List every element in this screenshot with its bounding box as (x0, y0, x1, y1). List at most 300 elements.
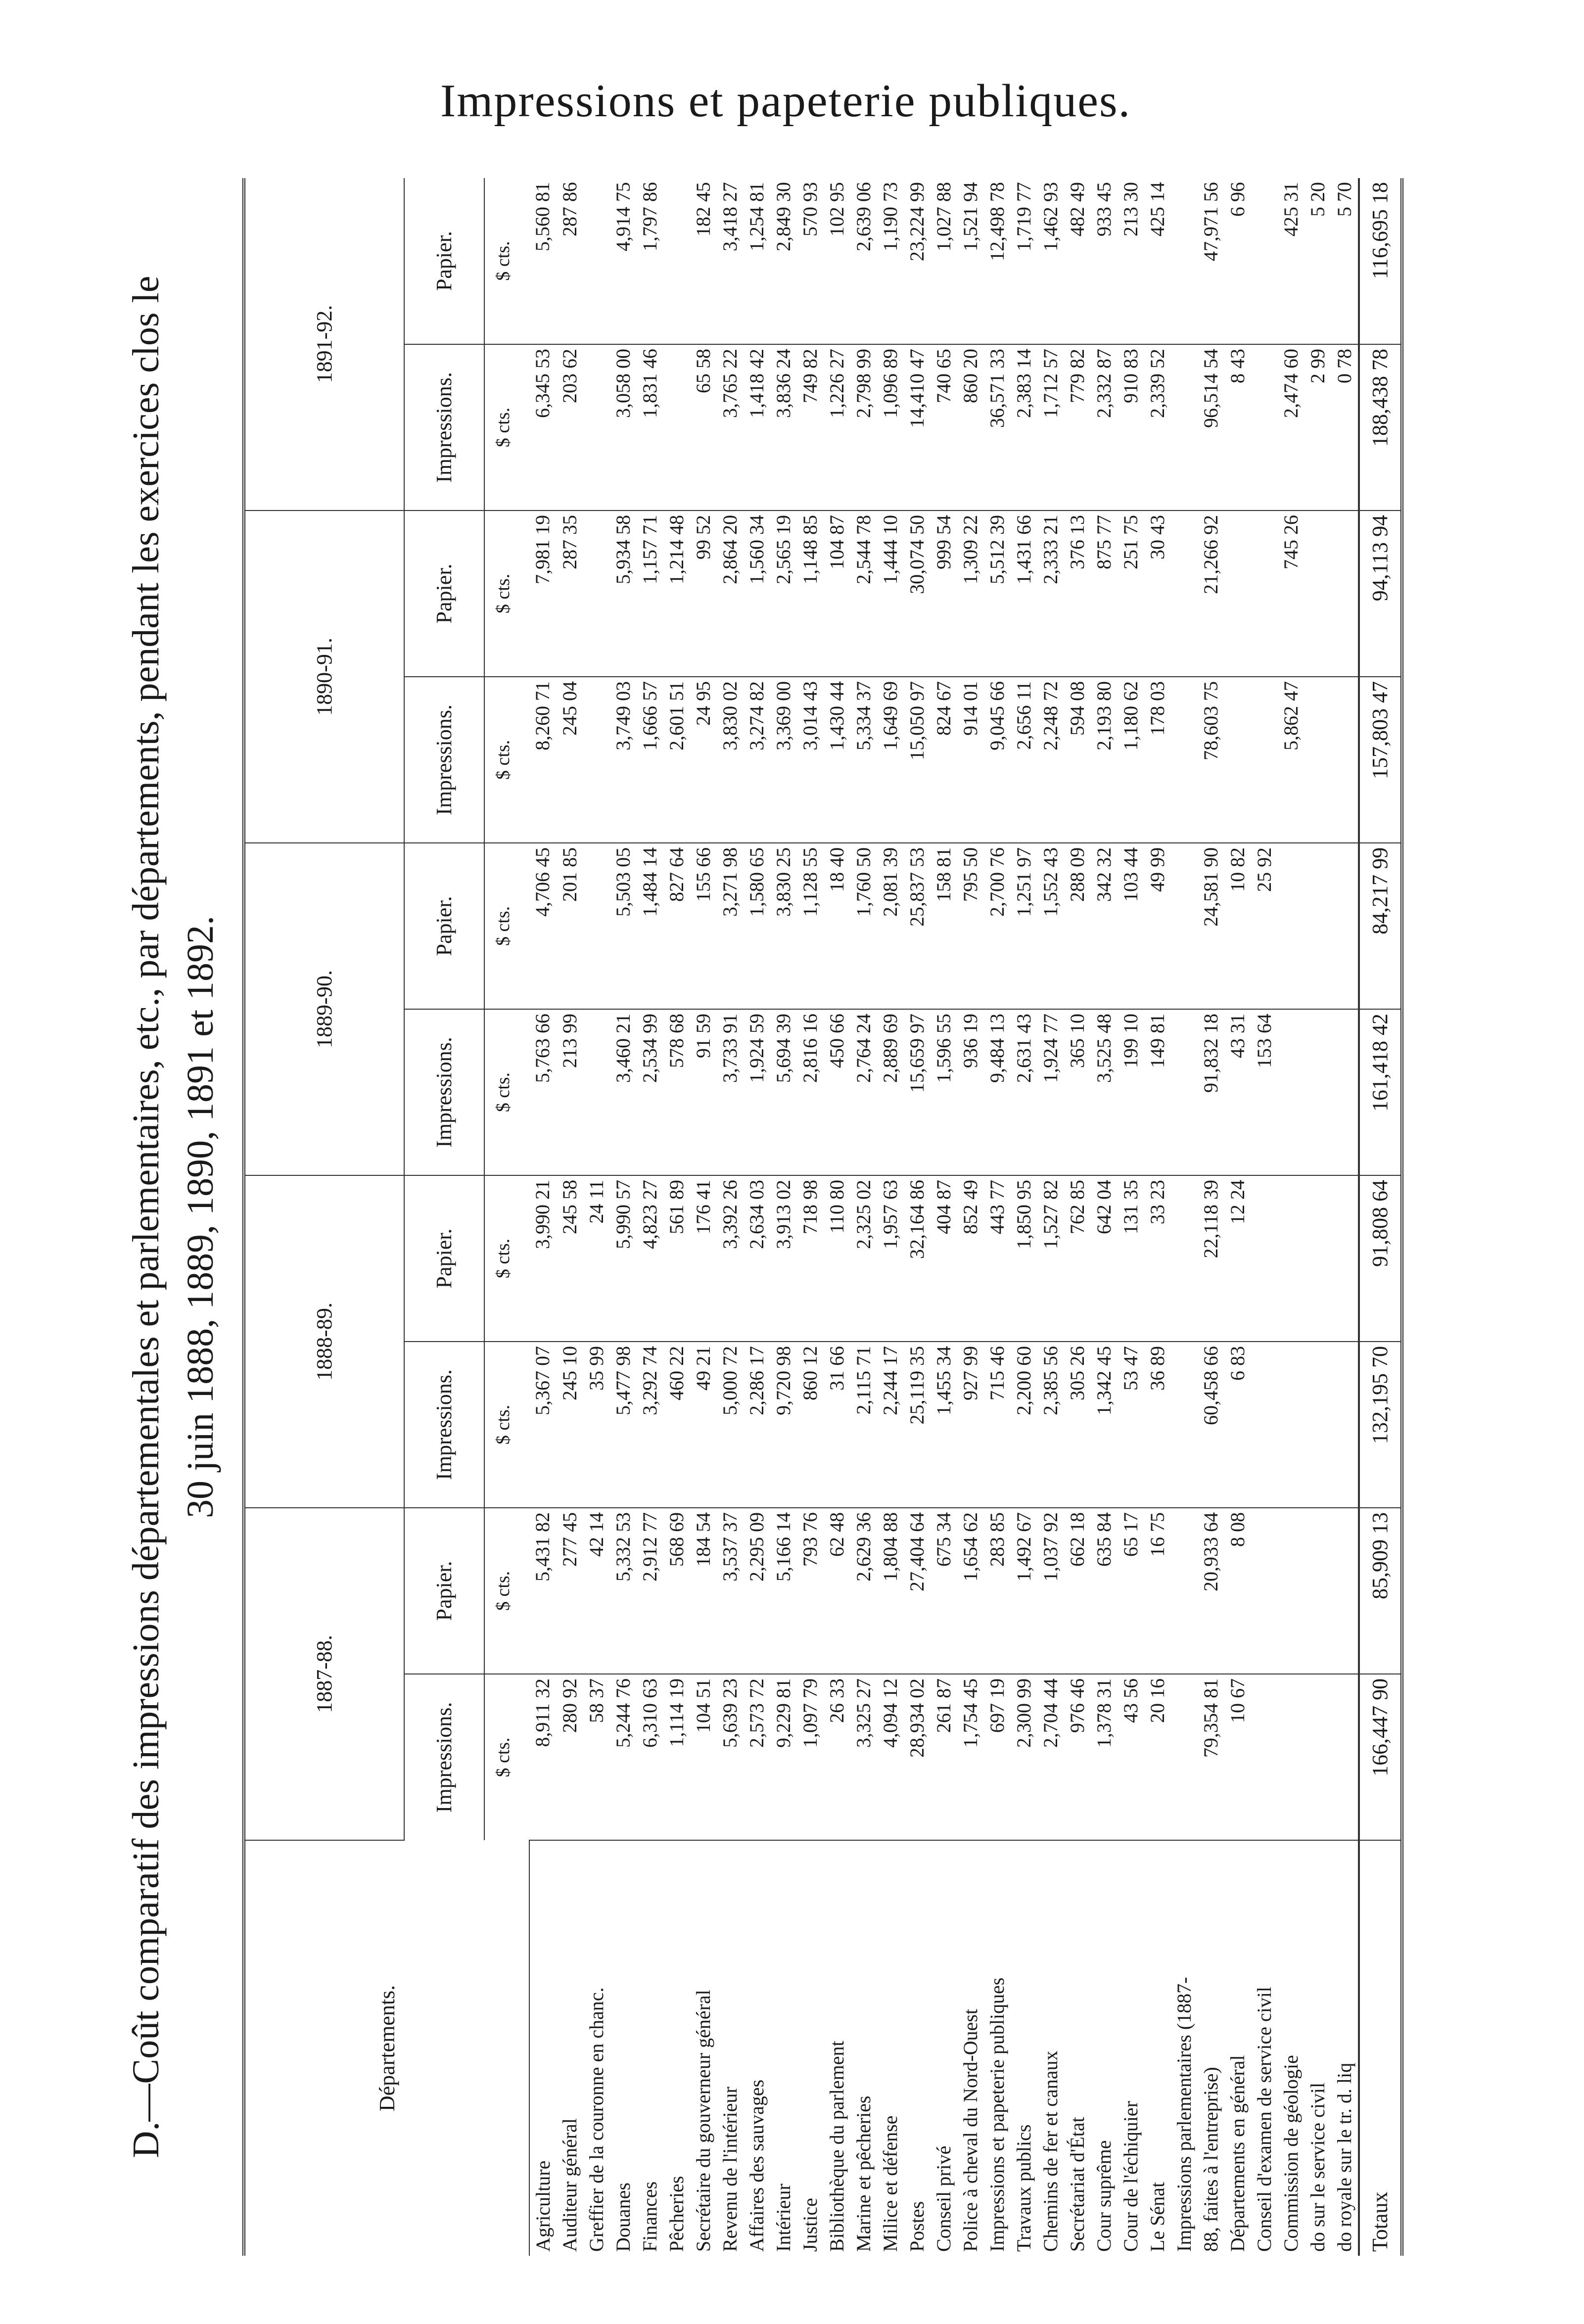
papier-cell (1331, 511, 1359, 677)
impressions-cell: 2,200 60 (1011, 1342, 1037, 1508)
papier-cell: 1,797 86 (637, 178, 663, 344)
total-cell: 188,438 78 (1359, 344, 1402, 511)
papier-cell: 176 41 (690, 1175, 717, 1342)
impressions-cell: 910 83 (1118, 344, 1144, 511)
papier-cell: 376 13 (1064, 511, 1091, 677)
papier-cell: 42 14 (583, 1508, 610, 1674)
impressions-cell: 936 19 (957, 1009, 984, 1175)
papier-cell: 3,830 25 (770, 843, 797, 1009)
table-row (583, 178, 610, 2256)
table-row (1091, 178, 1118, 2256)
papier-cell: 103 44 (1118, 843, 1144, 1009)
table-row (717, 178, 744, 2256)
papier-cell: 49 99 (1144, 843, 1171, 1009)
papier-cell: 2,565 19 (770, 511, 797, 677)
department-name: Conseil privé (932, 2145, 955, 2252)
papier-cell: 443 77 (984, 1175, 1011, 1342)
impressions-header: Impressions. (404, 344, 484, 511)
papier-cell: 288 09 (1064, 843, 1091, 1009)
impressions-cell: 1,924 59 (744, 1009, 770, 1175)
unit-label: $ cts. (484, 1508, 529, 1674)
impressions-cell: 2,601 51 (663, 677, 690, 843)
papier-cell: 12,498 78 (984, 178, 1011, 344)
department-name: Greffier de la couronne en chanc. (585, 1987, 607, 2252)
impressions-cell: 91 59 (690, 1009, 717, 1175)
impressions-cell: 261 87 (931, 1674, 957, 1840)
papier-cell: 2,544 78 (850, 511, 877, 677)
papier-cell: 104 87 (824, 511, 850, 677)
department-name: Le Sénat (1146, 2182, 1168, 2252)
papier-cell: 6 96 (1224, 178, 1251, 344)
total-cell: 132,195 70 (1359, 1342, 1402, 1508)
papier-cell: 25 92 (1251, 843, 1278, 1009)
papier-cell (1171, 1508, 1198, 1674)
impressions-cell: 1,831 46 (637, 344, 663, 511)
impressions-cell: 3,830 02 (717, 677, 744, 843)
impressions-cell (1251, 677, 1278, 843)
papier-cell: 20,933 64 (1198, 1508, 1224, 1674)
impressions-cell: 2,332 87 (1091, 344, 1118, 511)
impressions-cell: 5,367 07 (529, 1342, 557, 1508)
impressions-cell: 245 04 (557, 677, 583, 843)
impressions-cell: 3,369 00 (770, 677, 797, 843)
impressions-cell: 15,050 97 (904, 677, 931, 843)
table-row (1064, 178, 1091, 2256)
impressions-header: Impressions. (404, 1342, 484, 1508)
impressions-cell: 25,119 35 (904, 1342, 931, 1508)
papier-cell (1251, 178, 1278, 344)
impressions-cell (1224, 677, 1251, 843)
papier-cell: 2,912 77 (637, 1508, 663, 1674)
unit-label: $ cts. (484, 344, 529, 511)
papier-cell (663, 178, 690, 344)
impressions-cell: 91,832 18 (1198, 1009, 1224, 1175)
impressions-cell (583, 344, 610, 511)
papier-cell: 30 43 (1144, 511, 1171, 677)
impressions-cell: 36,571 33 (984, 344, 1011, 511)
table-body (529, 178, 1359, 2256)
department-name: Bibliothèque du parlement (826, 2041, 848, 2252)
impressions-cell (1304, 1674, 1331, 1840)
department-name: Milice et défense (879, 2115, 901, 2252)
department-name: Marine et pêcheries (852, 2095, 875, 2252)
impressions-cell: 2,385 56 (1037, 1342, 1064, 1508)
impressions-cell: 305 26 (1064, 1342, 1091, 1508)
department-name: do royale sur le tr. d. liq (1333, 2062, 1355, 2252)
papier-cell: 827 64 (663, 843, 690, 1009)
papier-cell (1331, 1508, 1359, 1674)
impressions-cell: 1,096 89 (877, 344, 904, 511)
papier-cell: 4,706 45 (529, 843, 557, 1009)
papier-cell: 793 76 (797, 1508, 824, 1674)
impressions-cell: 203 62 (557, 344, 583, 511)
papier-cell (1278, 843, 1304, 1009)
papier-cell: 1,190 73 (877, 178, 904, 344)
papier-cell: 5,166 14 (770, 1508, 797, 1674)
papier-cell: 2,864 20 (717, 511, 744, 677)
papier-cell: 875 77 (1091, 511, 1118, 677)
year-header: 1887-88. (244, 1508, 404, 1840)
impressions-cell: 1,114 19 (663, 1674, 690, 1840)
papier-header: Papier. (404, 178, 484, 344)
impressions-cell: 9,720 98 (770, 1342, 797, 1508)
document-title-line-1: D.—Coût comparatif des impressions départementales et parlementaires, etc., par départements, pendant les exercices clos le (125, 276, 167, 2158)
total-cell: 157,803 47 (1359, 677, 1402, 843)
department-name: Postes (906, 2201, 928, 2252)
impressions-cell: 2,889 69 (877, 1009, 904, 1175)
impressions-cell (1331, 1009, 1359, 1175)
papier-cell: 1,309 22 (957, 511, 984, 677)
impressions-cell: 460 22 (663, 1342, 690, 1508)
department-name: Secrétariat d'État (1066, 2117, 1088, 2252)
department-name: Cour de l'échiquier (1119, 2101, 1142, 2252)
department-name: Travaux publics (1013, 2124, 1035, 2252)
papier-cell: 24 11 (583, 1175, 610, 1342)
impressions-cell: 0 78 (1331, 344, 1359, 511)
impressions-cell (1171, 1342, 1198, 1508)
table-row (850, 178, 877, 2256)
impressions-cell: 79,354 81 (1198, 1674, 1224, 1840)
impressions-cell: 31 66 (824, 1342, 850, 1508)
impressions-cell: 3,749 03 (610, 677, 637, 843)
impressions-cell: 1,596 55 (931, 1009, 957, 1175)
papier-cell: 2,295 09 (744, 1508, 770, 1674)
impressions-cell: 78,603 75 (1198, 677, 1224, 843)
unit-label: $ cts. (484, 843, 529, 1009)
impressions-cell: 213 99 (557, 1009, 583, 1175)
papier-cell (1331, 843, 1359, 1009)
impressions-cell: 3,836 24 (770, 344, 797, 511)
impressions-cell: 740 65 (931, 344, 957, 511)
rotated-table-block (119, 178, 1464, 2256)
papier-cell: 2,333 21 (1037, 511, 1064, 677)
papier-cell: 1,850 95 (1011, 1175, 1037, 1342)
impressions-cell: 3,325 27 (850, 1674, 877, 1840)
impressions-cell: 2,573 72 (744, 1674, 770, 1840)
table-row (1198, 178, 1224, 2256)
papier-cell: 1,251 97 (1011, 843, 1037, 1009)
papier-cell: 47,971 56 (1198, 178, 1224, 344)
departements-header: Départements. (244, 1840, 529, 2256)
impressions-cell: 2,286 17 (744, 1342, 770, 1508)
table-row (1224, 178, 1251, 2256)
impressions-cell: 2,656 11 (1011, 677, 1037, 843)
impressions-cell: 104 51 (690, 1674, 717, 1840)
papier-cell: 2,629 36 (850, 1508, 877, 1674)
impressions-cell: 24 95 (690, 677, 717, 843)
papier-cell: 5,990 57 (610, 1175, 637, 1342)
department-name: Impressions parlementaires (1887- (1173, 1977, 1195, 2252)
impressions-cell: 9,045 66 (984, 677, 1011, 843)
table-row (904, 178, 931, 2256)
impressions-cell: 1,342 45 (1091, 1342, 1118, 1508)
department-name: Justice (799, 2198, 821, 2252)
impressions-cell: 43 31 (1224, 1009, 1251, 1175)
papier-cell: 16 75 (1144, 1508, 1171, 1674)
papier-cell: 2,849 30 (770, 178, 797, 344)
papier-cell: 568 69 (663, 1508, 690, 1674)
impressions-cell: 715 46 (984, 1342, 1011, 1508)
impressions-cell: 749 82 (797, 344, 824, 511)
papier-cell: 1,580 65 (744, 843, 770, 1009)
department-name: Secrétaire du gouverneur général (692, 1990, 714, 2252)
unit-label: $ cts. (493, 1737, 513, 1777)
impressions-cell: 5,763 66 (529, 1009, 557, 1175)
total-cell: 85,909 13 (1359, 1508, 1402, 1674)
totals-label: Totaux (1359, 1840, 1402, 2256)
papier-cell: 213 30 (1118, 178, 1144, 344)
impressions-cell: 1,924 77 (1037, 1009, 1064, 1175)
papier-cell: 999 54 (931, 511, 957, 677)
papier-cell: 1,254 81 (744, 178, 770, 344)
papier-cell (583, 511, 610, 677)
impressions-cell: 1,430 44 (824, 677, 850, 843)
table-row (931, 178, 957, 2256)
papier-cell: 287 86 (557, 178, 583, 344)
impressions-cell: 245 10 (557, 1342, 583, 1508)
papier-cell: 762 85 (1064, 1175, 1091, 1342)
department-name: Agriculture (532, 2160, 554, 2252)
papier-cell: 3,913 02 (770, 1175, 797, 1342)
table-row (1331, 178, 1359, 2256)
table-row (529, 178, 557, 2256)
impressions-header: Impressions. (404, 1009, 484, 1175)
impressions-cell: 2,115 71 (850, 1342, 877, 1508)
papier-cell (583, 178, 610, 344)
table-row (557, 178, 583, 2256)
total-cell: 84,217 99 (1359, 843, 1402, 1009)
impressions-cell: 15,659 97 (904, 1009, 931, 1175)
table-row (770, 178, 797, 2256)
impressions-cell: 280 92 (557, 1674, 583, 1840)
impressions-cell: 927 99 (957, 1342, 984, 1508)
papier-cell: 5,431 82 (529, 1508, 557, 1674)
papier-cell: 1,957 63 (877, 1175, 904, 1342)
impressions-cell: 5,639 23 (717, 1674, 744, 1840)
impressions-cell: 35 99 (583, 1342, 610, 1508)
papier-cell: 662 18 (1064, 1508, 1091, 1674)
papier-cell: 1,719 77 (1011, 178, 1037, 344)
impressions-cell: 10 67 (1224, 1674, 1251, 1840)
papier-cell: 62 48 (824, 1508, 850, 1674)
impressions-cell: 6 83 (1224, 1342, 1251, 1508)
impressions-cell: 5,000 72 (717, 1342, 744, 1508)
papier-cell: 32,164 86 (904, 1175, 931, 1342)
impressions-cell: 2,339 52 (1144, 344, 1171, 511)
impressions-cell (1251, 1342, 1278, 1508)
papier-cell: 8 08 (1224, 1508, 1251, 1674)
table-row (797, 178, 824, 2256)
papier-cell: 5,332 53 (610, 1508, 637, 1674)
impressions-cell: 1,180 62 (1118, 677, 1144, 843)
papier-cell: 1,148 85 (797, 511, 824, 677)
impressions-header: Impressions. (404, 1674, 484, 1840)
papier-cell: 99 52 (690, 511, 717, 677)
papier-cell: 131 35 (1118, 1175, 1144, 1342)
impressions-cell (1331, 1674, 1359, 1840)
papier-cell (1171, 178, 1198, 344)
papier-cell (1251, 1175, 1278, 1342)
department-name: Commission de géologie (1280, 2055, 1302, 2252)
impressions-cell (1278, 1342, 1304, 1508)
document-title (119, 178, 228, 2256)
papier-cell: 24,581 90 (1198, 843, 1224, 1009)
impressions-cell: 3,058 00 (610, 344, 637, 511)
impressions-cell (1251, 1674, 1278, 1840)
unit-label: $ cts. (484, 1009, 529, 1175)
papier-cell: 1,654 62 (957, 1508, 984, 1674)
impressions-cell: 5,862 47 (1278, 677, 1304, 843)
papier-cell: 3,418 27 (717, 178, 744, 344)
table-row (984, 178, 1011, 2256)
table-row (663, 178, 690, 2256)
papier-cell: 1,492 67 (1011, 1508, 1037, 1674)
impressions-cell (1304, 677, 1331, 843)
department-name: Douanes (612, 2183, 634, 2252)
papier-cell: 745 26 (1278, 511, 1304, 677)
impressions-cell: 58 37 (583, 1674, 610, 1840)
impressions-cell: 860 12 (797, 1342, 824, 1508)
papier-cell: 1,462 93 (1037, 178, 1064, 344)
impressions-cell (583, 677, 610, 843)
document-title-line-2: 30 juin 1888, 1889, 1890, 1891 et 1892. (180, 915, 221, 1519)
papier-header: Papier. (404, 843, 484, 1009)
papier-cell: 5 70 (1331, 178, 1359, 344)
impressions-cell: 1,455 34 (931, 1342, 957, 1508)
impressions-cell (1278, 1674, 1304, 1840)
papier-cell: 1,560 34 (744, 511, 770, 677)
papier-cell: 158 81 (931, 843, 957, 1009)
department-name: Conseil d'examen de service civil (1253, 1987, 1275, 2252)
papier-cell: 2,081 39 (877, 843, 904, 1009)
impressions-cell (1171, 344, 1198, 511)
department-name: do sur le service civil (1306, 2082, 1329, 2252)
impressions-cell: 2 99 (1304, 344, 1331, 511)
impressions-cell: 578 68 (663, 1009, 690, 1175)
impressions-cell: 3,292 74 (637, 1342, 663, 1508)
papier-cell: 245 58 (557, 1175, 583, 1342)
unit-label: $ cts. (484, 1175, 529, 1342)
department-name: Cour suprême (1093, 2140, 1115, 2252)
impressions-cell: 8,911 32 (529, 1674, 557, 1840)
impressions-cell: 9,229 81 (770, 1674, 797, 1840)
year-header: 1891-92. (244, 178, 404, 511)
table-row (1118, 178, 1144, 2256)
papier-cell (1251, 1508, 1278, 1674)
impressions-cell: 2,816 16 (797, 1009, 824, 1175)
impressions-cell: 914 01 (957, 677, 984, 843)
unit-label: $ cts. (484, 1342, 529, 1508)
impressions-cell: 6,345 53 (529, 344, 557, 511)
total-cell: 116,695 18 (1359, 178, 1402, 344)
year-header: 1890-91. (244, 511, 404, 843)
impressions-cell: 26 33 (824, 1674, 850, 1840)
impressions-cell: 365 10 (1064, 1009, 1091, 1175)
year-header: 1889-90. (244, 843, 404, 1175)
papier-cell: 635 84 (1091, 1508, 1118, 1674)
department-name: Départements en général (1226, 2055, 1249, 2252)
unit-label: $ cts. (484, 677, 529, 843)
papier-cell: 5,560 81 (529, 178, 557, 344)
papier-cell: 1,128 55 (797, 843, 824, 1009)
papier-cell: 21,266 92 (1198, 511, 1224, 677)
papier-cell: 933 45 (1091, 178, 1118, 344)
table-row (1011, 178, 1037, 2256)
impressions-cell: 1,378 31 (1091, 1674, 1118, 1840)
impressions-cell (1251, 344, 1278, 511)
papier-cell: 852 49 (957, 1175, 984, 1342)
papier-cell (583, 843, 610, 1009)
papier-cell: 5,512 39 (984, 511, 1011, 677)
table-row (1144, 178, 1171, 2256)
papier-cell: 1,027 88 (931, 178, 957, 344)
papier-cell (1278, 1508, 1304, 1674)
impressions-cell: 60,458 66 (1198, 1342, 1224, 1508)
table-row (1251, 178, 1278, 2256)
impressions-cell: 53 47 (1118, 1342, 1144, 1508)
impressions-cell: 96,514 54 (1198, 344, 1224, 511)
impressions-cell: 8 43 (1224, 344, 1251, 511)
impressions-cell: 697 19 (984, 1674, 1011, 1840)
department-name: Chemins de fer et canaux (1039, 2050, 1062, 2252)
table-row (877, 178, 904, 2256)
impressions-cell: 9,484 13 (984, 1009, 1011, 1175)
impressions-cell: 3,460 21 (610, 1009, 637, 1175)
impressions-cell: 8,260 71 (529, 677, 557, 843)
papier-cell: 675 34 (931, 1508, 957, 1674)
impressions-cell: 3,733 91 (717, 1009, 744, 1175)
papier-cell: 561 89 (663, 1175, 690, 1342)
impressions-cell: 2,704 44 (1037, 1674, 1064, 1840)
impressions-cell: 1,097 79 (797, 1674, 824, 1840)
impressions-cell: 1,649 69 (877, 677, 904, 843)
impressions-cell: 2,383 14 (1011, 344, 1037, 511)
impressions-cell: 199 10 (1118, 1009, 1144, 1175)
papier-cell: 3,990 21 (529, 1175, 557, 1342)
papier-cell: 3,537 37 (717, 1508, 744, 1674)
papier-cell: 201 85 (557, 843, 583, 1009)
impressions-cell (1278, 1009, 1304, 1175)
impressions-cell: 3,765 22 (717, 344, 744, 511)
papier-cell: 2,639 06 (850, 178, 877, 344)
table-row (744, 178, 770, 2256)
table-row (1171, 178, 1198, 2256)
impressions-cell: 2,474 60 (1278, 344, 1304, 511)
cost-comparison-table (242, 178, 1403, 2256)
impressions-cell: 450 66 (824, 1009, 850, 1175)
papier-cell (1304, 1175, 1331, 1342)
impressions-cell (1171, 1674, 1198, 1840)
impressions-cell: 2,193 80 (1091, 677, 1118, 843)
papier-cell: 30,074 50 (904, 511, 931, 677)
table-row (824, 178, 850, 2256)
impressions-cell: 2,248 72 (1037, 677, 1064, 843)
impressions-cell: 976 46 (1064, 1674, 1091, 1840)
papier-cell: 1,760 50 (850, 843, 877, 1009)
impressions-cell: 28,934 02 (904, 1674, 931, 1840)
impressions-cell: 5,477 98 (610, 1342, 637, 1508)
total-cell: 91,808 64 (1359, 1175, 1402, 1342)
papier-cell: 277 45 (557, 1508, 583, 1674)
impressions-cell: 1,754 45 (957, 1674, 984, 1840)
impressions-cell: 824 67 (931, 677, 957, 843)
department-name: 88, faites à l'entreprise) (1200, 2067, 1222, 2252)
papier-cell: 25,837 53 (904, 843, 931, 1009)
totals-row (1359, 178, 1402, 2256)
papier-cell: 65 17 (1118, 1508, 1144, 1674)
impressions-cell: 3,014 43 (797, 677, 824, 843)
impressions-cell: 2,244 17 (877, 1342, 904, 1508)
